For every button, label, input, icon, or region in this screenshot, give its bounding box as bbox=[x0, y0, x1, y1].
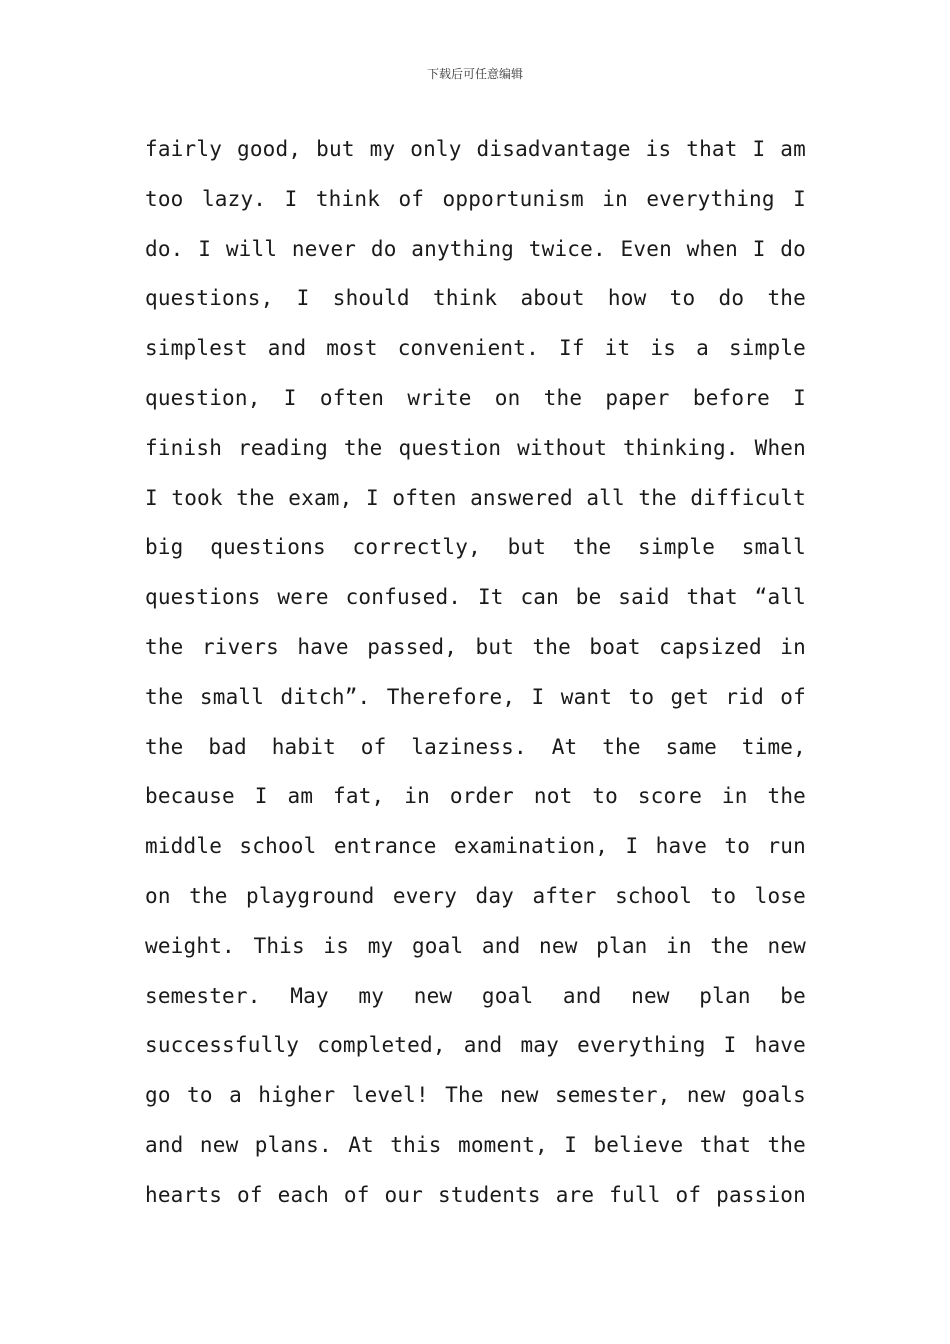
text-line: the rivers have passed, but the boat capsized in bbox=[145, 634, 806, 659]
text-line: fairly good, but my only disadvantage is that I am bbox=[145, 137, 806, 161]
text-line: weight. This is my goal and new plan in the new bbox=[145, 933, 806, 958]
text-line: do. I will never do anything twice. Even when I do bbox=[145, 236, 806, 261]
text-line: I took the exam, I often answered all the difficult bbox=[145, 485, 806, 510]
text-line: go to a higher level! The new semester, new goals bbox=[145, 1083, 806, 1108]
text-line: middle school entrance examination, I have to run bbox=[145, 834, 806, 859]
text-line: semester. May my new goal and new plan be bbox=[145, 983, 806, 1008]
text-line: question, I often write on the paper before I bbox=[145, 385, 806, 410]
text-line: questions were confused. It can be said that “all bbox=[145, 585, 806, 610]
text-line: big questions correctly, but the simple small bbox=[145, 535, 806, 560]
text-line: on the playground every day after school to lose bbox=[145, 883, 806, 908]
text-line: hearts of each of our students are full of passion bbox=[145, 1182, 806, 1207]
text-line: the small ditch”. Therefore, I want to get rid of bbox=[145, 684, 806, 709]
text-line: questions, I should think about how to do the bbox=[145, 286, 806, 311]
text-line: because I am fat, in order not to score in the bbox=[145, 784, 806, 809]
text-line: simplest and most convenient. If it is a simple bbox=[145, 336, 806, 361]
text-line: the bad habit of laziness. At the same time, bbox=[145, 734, 806, 759]
text-line: successfully completed, and may everything I have bbox=[145, 1033, 806, 1058]
body-text bbox=[145, 125, 806, 1221]
text-line: finish reading the question without thinking. When bbox=[145, 435, 806, 460]
text-line: too lazy. I think of opportunism in everything I bbox=[145, 186, 806, 211]
text-line: and new plans. At this moment, I believe that the bbox=[145, 1132, 806, 1157]
page-header: 下载后可任意编辑 bbox=[426, 67, 523, 81]
